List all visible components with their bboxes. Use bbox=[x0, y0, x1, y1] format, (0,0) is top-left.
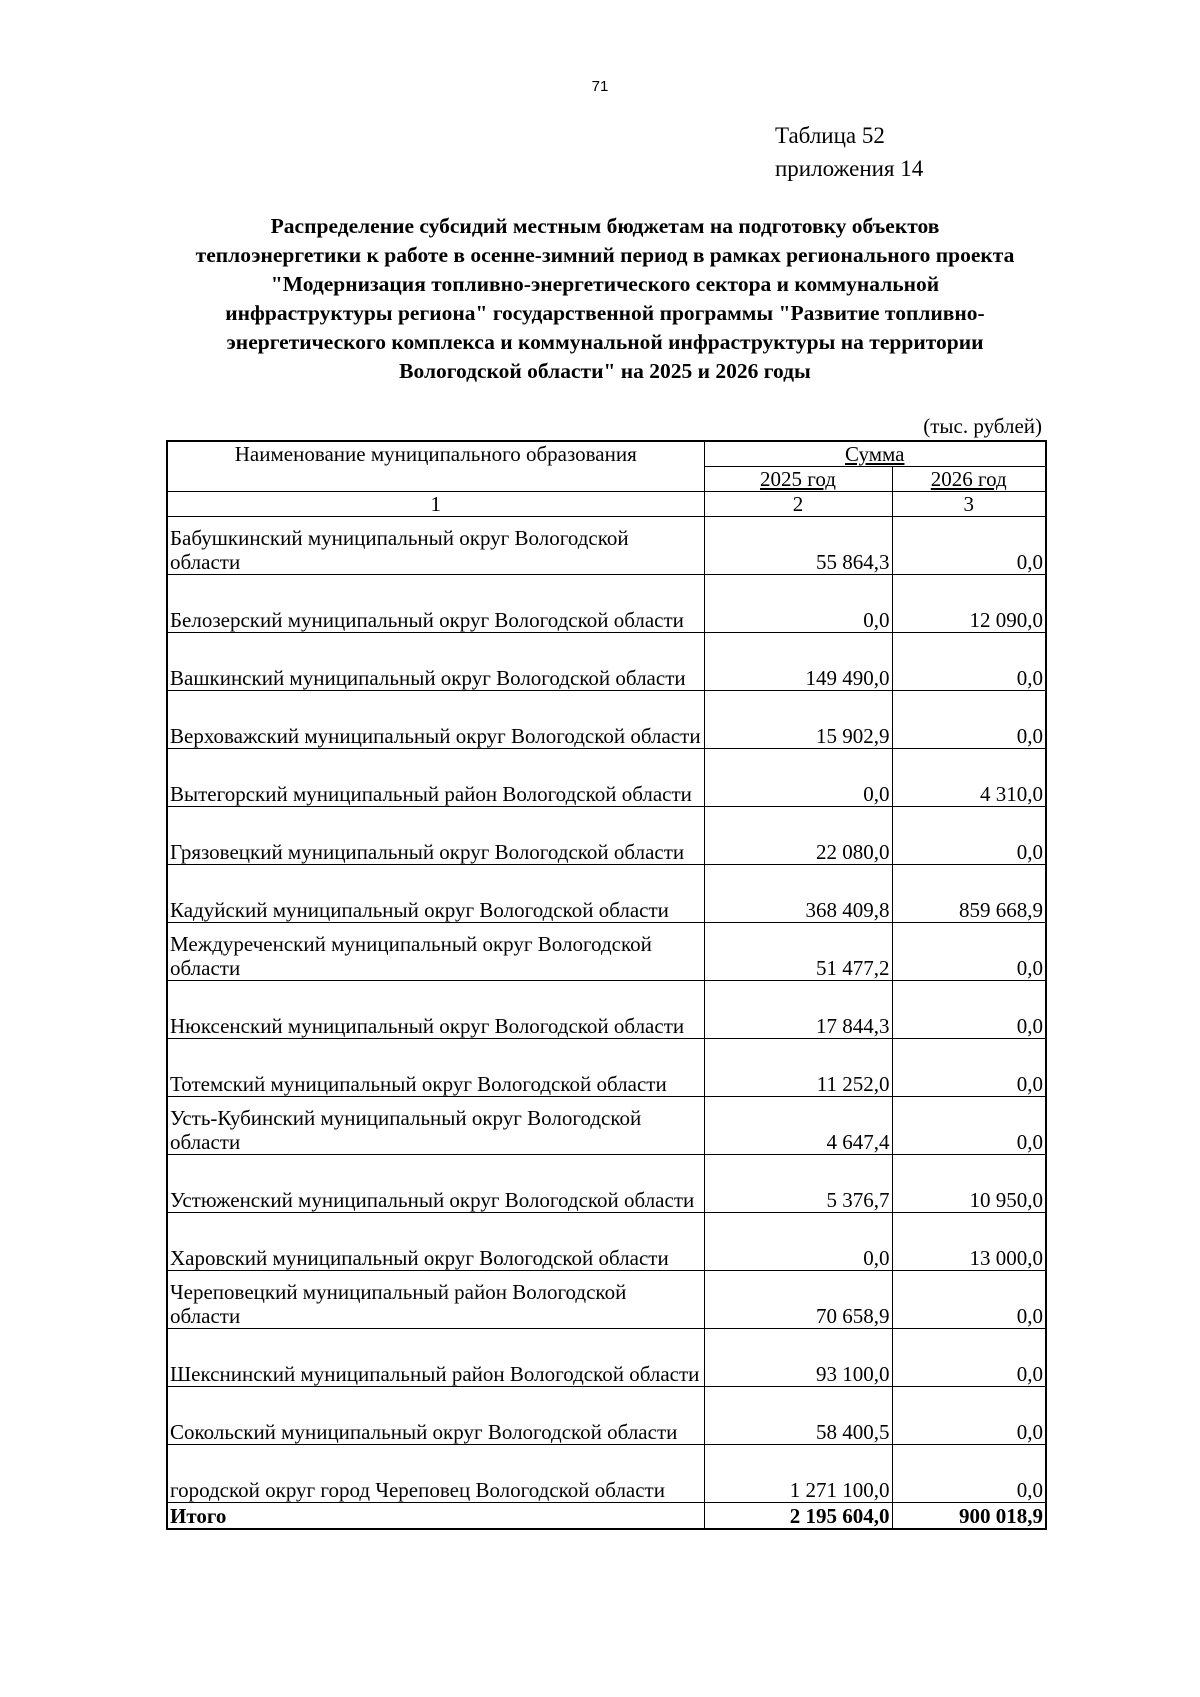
column-number-2: 2 bbox=[704, 492, 892, 517]
municipality-name: Белозерский муниципальный округ Вологодской области bbox=[167, 575, 704, 633]
table-row bbox=[167, 923, 1046, 981]
amount-2025: 11 252,0 bbox=[704, 1039, 892, 1097]
table-row bbox=[167, 1039, 1046, 1097]
amount-2026: 0,0 bbox=[892, 517, 1046, 575]
table-row bbox=[167, 1445, 1046, 1503]
amount-2025: 5 376,7 bbox=[704, 1155, 892, 1213]
table-row bbox=[167, 1387, 1046, 1445]
amount-2025: 15 902,9 bbox=[704, 691, 892, 749]
subsidy-table bbox=[166, 440, 1047, 1530]
total-2025: 2 195 604,0 bbox=[704, 1503, 892, 1530]
amount-2025: 17 844,3 bbox=[704, 981, 892, 1039]
document-title bbox=[160, 212, 1050, 386]
units-note: (тыс. рублей) bbox=[923, 414, 1042, 438]
municipality-name: Междуреченский муниципальный округ Вологодской области bbox=[167, 923, 704, 981]
table-row bbox=[167, 749, 1046, 807]
amount-2025: 149 490,0 bbox=[704, 633, 892, 691]
amount-2026: 0,0 bbox=[892, 1271, 1046, 1329]
amount-2026: 0,0 bbox=[892, 1387, 1046, 1445]
table-row bbox=[167, 1329, 1046, 1387]
amount-2025: 1 271 100,0 bbox=[704, 1445, 892, 1503]
amount-2025: 58 400,5 bbox=[704, 1387, 892, 1445]
table-reference-line-1: Таблица 52 bbox=[775, 123, 885, 148]
table-row bbox=[167, 633, 1046, 691]
column-number-3: 3 bbox=[892, 492, 1046, 517]
amount-2026: 859 668,9 bbox=[892, 865, 1046, 923]
municipality-name: Усть-Кубинский муниципальный округ Вологодской области bbox=[167, 1097, 704, 1155]
amount-2025: 22 080,0 bbox=[704, 807, 892, 865]
municipality-name: Харовский муниципальный округ Вологодской области bbox=[167, 1213, 704, 1271]
table-row bbox=[167, 807, 1046, 865]
amount-2026: 0,0 bbox=[892, 1329, 1046, 1387]
title-line: инфраструктуры региона" государственной программы "Развитие топливно- bbox=[225, 301, 985, 325]
title-line: Распределение субсидий местным бюджетам на подготовку объектов bbox=[270, 214, 940, 238]
column-number-1: 1 bbox=[167, 492, 704, 517]
municipality-name: Шекснинский муниципальный район Вологодской области bbox=[167, 1329, 704, 1387]
amount-2025: 4 647,4 bbox=[704, 1097, 892, 1155]
municipality-name: Бабушкинский муниципальный округ Вологодской области bbox=[167, 517, 704, 575]
page-number: 71 bbox=[591, 78, 609, 95]
header-municipality: Наименование муниципального образования bbox=[167, 441, 704, 492]
table-row bbox=[167, 1213, 1046, 1271]
amount-2025: 368 409,8 bbox=[704, 865, 892, 923]
municipality-name: Верховажский муниципальный округ Вологодской области bbox=[167, 691, 704, 749]
table-reference-line-2: приложения 14 bbox=[775, 156, 924, 181]
table-reference bbox=[775, 119, 923, 185]
amount-2026: 10 950,0 bbox=[892, 1155, 1046, 1213]
amount-2025: 93 100,0 bbox=[704, 1329, 892, 1387]
municipality-name: Череповецкий муниципальный район Вологодской области bbox=[167, 1271, 704, 1329]
amount-2025: 70 658,9 bbox=[704, 1271, 892, 1329]
amount-2026: 0,0 bbox=[892, 633, 1046, 691]
amount-2025: 0,0 bbox=[704, 749, 892, 807]
table-row bbox=[167, 981, 1046, 1039]
amount-2026: 12 090,0 bbox=[892, 575, 1046, 633]
municipality-name: Устюженский муниципальный округ Вологодской области bbox=[167, 1155, 704, 1213]
table-row bbox=[167, 1271, 1046, 1329]
municipality-name: Вытегорский муниципальный район Вологодской области bbox=[167, 749, 704, 807]
amount-2026: 0,0 bbox=[892, 923, 1046, 981]
title-line: теплоэнергетики к работе в осенне-зимний период в рамках регионального проекта bbox=[195, 243, 1015, 267]
amount-2025: 0,0 bbox=[704, 575, 892, 633]
table-row bbox=[167, 1097, 1046, 1155]
total-2026: 900 018,9 bbox=[892, 1503, 1046, 1530]
amount-2025: 0,0 bbox=[704, 1213, 892, 1271]
amount-2026: 0,0 bbox=[892, 1097, 1046, 1155]
title-line: энергетического комплекса и коммунальной инфраструктуры на территории bbox=[226, 330, 984, 354]
header-row-1 bbox=[167, 441, 1046, 467]
municipality-name: Тотемский муниципальный округ Вологодской области bbox=[167, 1039, 704, 1097]
municipality-name: городской округ город Череповец Вологодской области bbox=[167, 1445, 704, 1503]
header-2026: 2026 год bbox=[892, 467, 1046, 492]
table-row bbox=[167, 517, 1046, 575]
table-row bbox=[167, 575, 1046, 633]
amount-2026: 0,0 bbox=[892, 691, 1046, 749]
header-sum: Сумма bbox=[704, 441, 1046, 467]
total-row bbox=[167, 1503, 1046, 1530]
total-label: Итого bbox=[167, 1503, 704, 1530]
municipality-name: Нюксенский муниципальный округ Вологодской области bbox=[167, 981, 704, 1039]
amount-2026: 4 310,0 bbox=[892, 749, 1046, 807]
table-row bbox=[167, 1155, 1046, 1213]
amount-2026: 0,0 bbox=[892, 807, 1046, 865]
amount-2026: 13 000,0 bbox=[892, 1213, 1046, 1271]
header-2025: 2025 год bbox=[704, 467, 892, 492]
amount-2026: 0,0 bbox=[892, 1039, 1046, 1097]
table-row bbox=[167, 865, 1046, 923]
municipality-name: Грязовецкий муниципальный округ Вологодской области bbox=[167, 807, 704, 865]
amount-2025: 55 864,3 bbox=[704, 517, 892, 575]
title-line: Вологодской области" на 2025 и 2026 годы bbox=[399, 359, 811, 383]
title-line: "Модернизация топливно-энергетического сектора и коммунальной bbox=[270, 272, 940, 296]
municipality-name: Вашкинский муниципальный округ Вологодской области bbox=[167, 633, 704, 691]
table-row bbox=[167, 691, 1046, 749]
amount-2026: 0,0 bbox=[892, 981, 1046, 1039]
amount-2026: 0,0 bbox=[892, 1445, 1046, 1503]
municipality-name: Кадуйский муниципальный округ Вологодской области bbox=[167, 865, 704, 923]
municipality-name: Сокольский муниципальный округ Вологодской области bbox=[167, 1387, 704, 1445]
amount-2025: 51 477,2 bbox=[704, 923, 892, 981]
column-number-row bbox=[167, 492, 1046, 517]
